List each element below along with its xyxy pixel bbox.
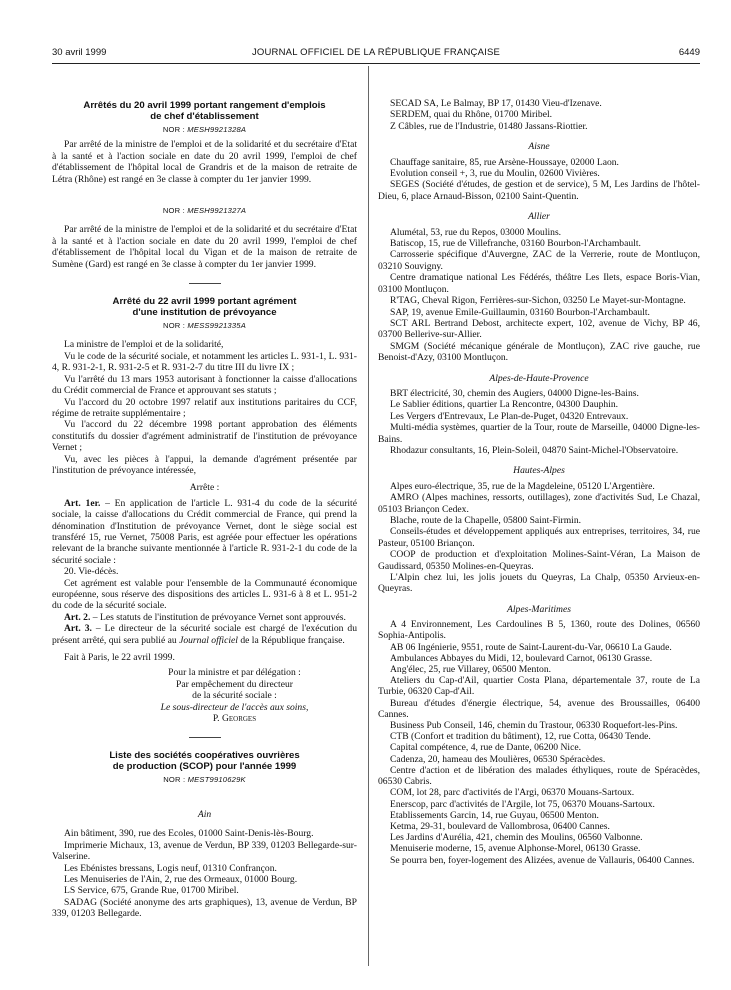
list-item: Ain bâtiment, 390, rue des Ecoles, 01000 Saint-Denis-lès-Bourg.	[64, 828, 314, 840]
decree-paragraph: Par arrêté de la ministre de l'emploi et de la solidarité et du secrétaire d'Etat à la santé et à l'action sociale en date du 20 avril 1999, l'emploi de chef d'établissement de l'hôpital local du Vigan et de la maison de retraite de Sumène (Gard) est rangé en 3e classe à compter du 1er janvier 1999.	[52, 224, 357, 270]
list-item: L'Alpin chez lui, les jolis jouets du Queyras, La Chalp, 05350 Arvieux-en-Queyras.	[378, 572, 700, 595]
vu-clause: Vu l'accord du 22 décembre 1998 portant approbation des éléments constitutifs du dossier d'agrément administratif de l'institution de prévoyance Vernet ;	[52, 419, 357, 454]
section-title-line2: d'une institution de prévoyance	[132, 307, 277, 319]
list-item: Le Sablier éditions, quartier La Rencontre, 04300 Dauphin.	[390, 399, 619, 411]
list-item: Menuiserie moderne, 15, avenue Alphonse-Morel, 06130 Grasse.	[390, 843, 641, 855]
article-1-item: 20. Vie-décès.	[64, 566, 119, 578]
list-item: Les Menuiseries de l'Ain, 2, rue des Ormeaux, 01000 Bourg.	[64, 873, 298, 885]
list-item: Batiscop, 15, rue de Villefranche, 03160 Bourbon-l'Archambault.	[390, 238, 641, 250]
section-title: Arrêtés du 20 avril 1999 portant rangement d'emplois	[83, 100, 326, 111]
list-item: BRT électricité, 30, chemin des Augiers, 04000 Digne-les-Bains.	[390, 387, 639, 399]
list-item: CTB (Confort et tradition du bâtiment), 12, rue Cotta, 06430 Tende.	[390, 731, 651, 743]
list-item: AB 06 Ingénierie, 9551, route de Saint-Laurent-du-Var, 06610 La Gaude.	[390, 641, 672, 653]
vu-clause: Vu le code de la sécurité sociale, et notamment les articles L. 931-1, L. 931-4, R. 931-2-1, R. 931-2-5 et R. 931-2-7 du titre III du livre IX ;	[52, 350, 357, 374]
region-heading: Ain	[197, 808, 212, 820]
list-item: Se pourra ben, foyer-logement des Alizées, avenue de Vallauris, 06400 Cannes.	[390, 854, 695, 866]
signature-line: Par empêchement du directeur	[176, 678, 293, 690]
section-title: Liste des sociétés coopératives ouvrières	[109, 750, 300, 762]
list-item: SADAG (Société anonyme des arts graphiques), 13, avenue de Verdun, BP 339, 01203 Bellegarde.	[52, 896, 357, 920]
signatory-name: P. Georges	[212, 713, 257, 725]
list-item: Bureau d'études d'énergie électrique, 54, avenue des Broussailles, 06400 Cannes.	[378, 697, 700, 720]
journal-title: JOURNAL OFFICIEL DE LA RÉPUBLIQUE FRANÇAISE	[251, 47, 501, 58]
list-item: Rhodazur consultants, 16, Plein-Soleil, 04870 Saint-Michel-l'Observatoire.	[390, 444, 679, 456]
region-heading: Hautes-Alpes	[513, 465, 565, 477]
list-item: SCT ARL Bertrand Debost, architecte expert, 102, avenue de Vichy, BP 46, 03700 Bellerive-sur-Allier.	[378, 317, 700, 341]
intro-line: La ministre de l'emploi et de la solidarité,	[64, 339, 224, 351]
list-item: Centre dramatique national Les Fédérés, théâtre Les Ilets, espace Boris-Vian, 03100 Montluçon.	[378, 272, 700, 295]
nor-reference: NOR : MEST9910629K	[163, 775, 246, 785]
list-item: Z Câbles, rue de l'Industrie, 01480 Jassans-Riottier.	[390, 120, 588, 132]
list-item: SECAD SA, Le Balmay, BP 17, 01430 Vieu-d'Izenave.	[390, 98, 602, 109]
right-column	[378, 98, 700, 866]
list-item: COOP de production et d'exploitation Molines-Saint-Véran, La Maison de Gaudissard, 05350 Molines-en-Queyras.	[378, 549, 700, 572]
list-item: Business Pub Conseil, 146, chemin du Trastour, 06330 Roquefort-les-Pins.	[390, 720, 678, 732]
region-heading: Alpes-Maritimes	[507, 603, 571, 615]
list-item: Ang'élec, 25, rue Villarey, 06500 Menton.	[390, 664, 552, 676]
list-item: Centre d'action et de libération des malades éthyliques, route de Spéracèdes, 06530 Cabris.	[378, 764, 700, 788]
list-item: Etablissements Garcin, 14, rue Guyau, 06500 Menton.	[390, 809, 599, 821]
article-1-para: Cet agrément est valable pour l'ensemble de la Communauté économique européenne, sous réserve des dispositions des articles L. 931-6 à 8 et L. 951-2 du code de la sécurité sociale.	[52, 577, 357, 612]
decree-paragraph: Par arrêté de la ministre de l'emploi et de la solidarité et du secrétaire d'Etat à la santé et à l'action sociale en date du 20 avril 1999, l'emploi de chef d'établissement de l'hôpital local de Grandris et de la maison de retraite de Létra (Rhône) est rangé en 3e classe à compter du 1er janvier 1999.	[52, 139, 357, 185]
list-item: SAP, 19, avenue Emile-Guillaumin, 03160 Bourbon-l'Archambault.	[390, 306, 650, 318]
list-item: AMRO (Alpes machines, ressorts, outillages), zone d'activités Sud, Le Chazal, 05103 Briançon Cedex.	[378, 492, 700, 515]
list-item: Les Jardins d'Aurélia, 421, chemin des Moulins, 06560 Valbonne.	[390, 832, 643, 844]
nor-reference: NOR : MESH9921328A	[162, 125, 247, 134]
arrete-line: Arrête :	[189, 482, 220, 494]
list-item: Ketma, 29-31, boulevard de Vallombrosa, 06400 Cannes.	[390, 820, 610, 832]
signature-line: Pour la ministre et par délégation :	[168, 667, 301, 679]
list-item: Alpes euro-électrique, 35, rue de la Magdeleine, 05120 L'Argentière.	[390, 480, 655, 492]
section-title-line2: de chef d'établissement	[150, 111, 259, 122]
section-separator	[189, 283, 221, 284]
column-divider	[368, 66, 369, 966]
region-heading: Allier	[528, 211, 550, 223]
list-item: R'TAG, Cheval Rigon, Ferrières-sur-Sichon, 03250 Le Mayet-sur-Montagne.	[390, 295, 686, 307]
list-item: Capital compétence, 4, rue de Dante, 06200 Nice.	[390, 742, 582, 754]
region-heading: Alpes-de-Haute-Provence	[489, 372, 589, 384]
page-header	[52, 47, 700, 61]
section-title-line2: de production (SCOP) pour l'année 1999	[112, 761, 297, 773]
article-3: Art. 3. – Le directeur de la sécurité sociale est chargé de l'exécution du présent arrêté, qui sera publié au Journal officiel de la République française.	[52, 623, 357, 646]
list-item: A 4 Environnement, Les Cardoulines B 5, 1360, route des Dolines, 06560 Sophia-Antipolis.	[378, 619, 700, 642]
left-column	[52, 100, 357, 920]
section-separator	[189, 737, 221, 738]
vu-clause: Vu, avec les pièces à l'appui, la demande d'agrément présentée par l'institution de prévoyance intéressée,	[52, 453, 357, 476]
nor-reference: NOR : MESS9921335A	[163, 321, 246, 331]
signing-date: Fait à Paris, le 22 avril 1999.	[64, 652, 175, 664]
list-item: Imprimerie Michaux, 13, avenue de Verdun, BP 339, 01203 Bellegarde-sur-Valserine.	[52, 839, 357, 863]
list-item: Evolution conseil +, 3, rue du Moulin, 02600 Vivières.	[390, 168, 600, 180]
list-item: Ateliers du Cap-d'Ail, quartier Costa Plana, départementale 37, route de La Turbie, 06320 Cap-d'Ail.	[378, 675, 700, 698]
vu-clause: Vu l'arrêté du 13 mars 1953 autorisant à fonctionner la caisse d'allocations du Crédit commercial de France et approuvant ses statuts ;	[52, 373, 357, 397]
list-item: SERDEM, quai du Rhône, 01700 Miribel.	[390, 109, 553, 121]
list-item: Alumétal, 53, rue du Repos, 03000 Moulins.	[390, 226, 562, 238]
list-item: Les Vergers d'Entrevaux, Le Plan-de-Puget, 04320 Entrevaux.	[390, 410, 629, 422]
signature-line: de la sécurité sociale :	[192, 690, 277, 702]
nor-reference: NOR : MESH9921327A	[162, 206, 247, 216]
list-item: SMGM (Société mécanique générale de Montluçon), ZAC rive gauche, rue Benoist-d'Azy, 03100 Montluçon.	[378, 340, 700, 364]
list-item: LS Service, 675, Grande Rue, 01700 Miribel.	[64, 885, 239, 897]
list-item: Conseils-études et développement appliqués aux entreprises, territoires, 34, rue Pasteur, 05100 Briançon.	[378, 526, 700, 549]
list-item: Carrosserie spécifique d'Auvergne, ZAC de la Verrerie, route de Montluçon, 03210 Souvigny.	[378, 249, 700, 272]
article-2: Art. 2. – Les statuts de l'institution de prévoyance Vernet sont approuvés.	[64, 611, 346, 623]
page-number: 6449	[678, 47, 700, 58]
list-item: Multi-média systèmes, quartier de la Tour, route de Marseille, 04000 Digne-les-Bains.	[378, 422, 700, 445]
list-item: Enerscop, parc d'activités de l'Argile, lot 75, 06370 Mouans-Sartoux.	[390, 798, 655, 810]
header-date: 30 avril 1999	[52, 47, 107, 58]
header-rule	[52, 63, 700, 64]
vu-clause: Vu l'accord du 20 octobre 1997 relatif aux institutions paritaires du CCF, régime de retraite supplémentaire ;	[52, 396, 357, 419]
region-heading: Aisne	[528, 141, 550, 153]
list-item: Cadenza, 20, hameau des Moulières, 06530 Spéracèdes.	[390, 753, 606, 765]
list-item: Les Ebénistes bressans, Logis neuf, 01310 Confrançon.	[64, 862, 277, 874]
article-1: Art. 1er. – En application de l'article L. 931-4 du code de la sécurité sociale, la caisse d'allocations du Crédit commercial de France, qui prend la dénomination d'Institution de prévoyance Vernet, dont le siège social est transféré 15, rue Vernet, 75008 Paris, est agréée pour effectuer les opérations relevant de la branche suivante mentionnée à l'article R. 931-2-1 du code de la sécurité sociale :	[52, 497, 357, 566]
list-item: COM, lot 28, parc d'activités de l'Argi, 06370 Mouans-Sartoux.	[390, 787, 635, 799]
signature-title: Le sous-directeur de l'accès aux soins,	[160, 701, 309, 713]
list-item: Blache, route de la Chapelle, 05800 Saint-Firmin.	[390, 515, 582, 526]
list-item: SEGES (Société d'études, de gestion et de service), 5 M, Les Jardins de l'hôtel-Dieu, 6, place Arnaud-Bisson, 02100 Saint-Quentin.	[378, 179, 700, 202]
list-item: Chauffage sanitaire, 85, rue Arsène-Houssaye, 02000 Laon.	[390, 156, 619, 168]
list-item: Ambulances Abbayes du Midi, 12, boulevard Carnot, 06130 Grasse.	[390, 652, 653, 664]
section-title: Arrêté du 22 avril 1999 portant agrément	[112, 296, 297, 308]
